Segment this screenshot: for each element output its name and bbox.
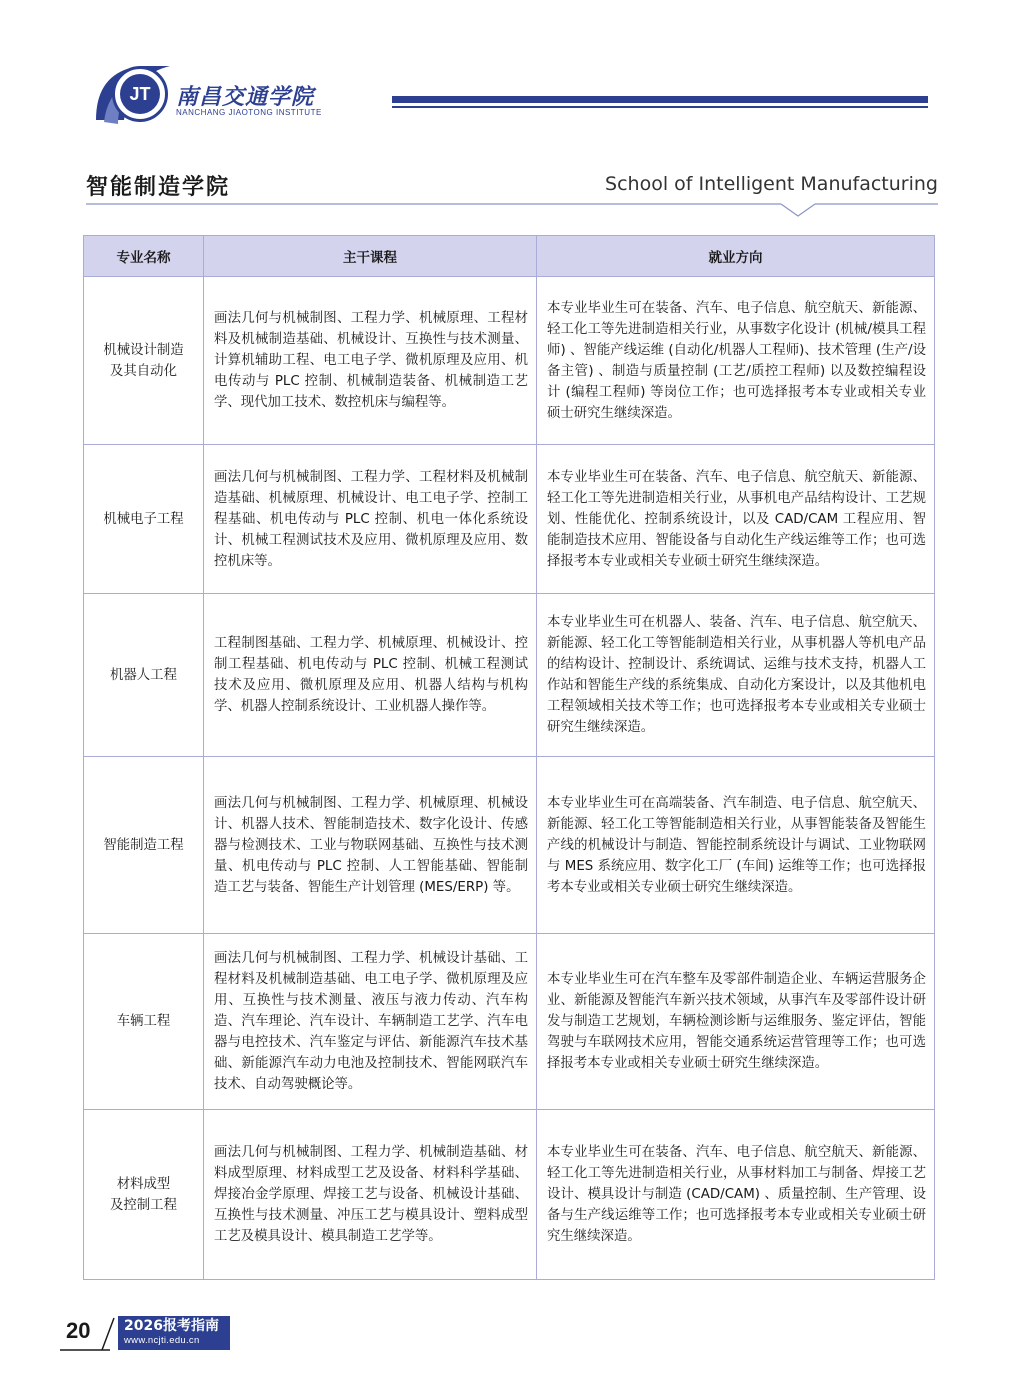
- career-cell: 本专业毕业生可在装备、汽车、电子信息、航空航天、新能源、轻工化工等先进制造相关行业，从事机电产品结构设计、工艺规划、性能优化、控制系统设计，以及 CAD/CAM 工程应用、智能制造技术应用、智能设备与自动化生产线运维等工作；也可选择报考本专业或相关专业硕士研究生继续深造。: [537, 445, 935, 594]
- table-row: [84, 594, 935, 757]
- section-title-cn: 智能制造学院: [86, 175, 231, 200]
- career-cell: 本专业毕业生可在装备、汽车、电子信息、航空航天、新能源、轻工化工等先进制造相关行业，从事数字化设计 (机械/模具工程师) 、智能产线运维 (自动化/机器人工程师)、技术管理 (生产/设备主管) 、制造与质量控制 (工艺/质控工程师) 以及数控编程设计 (编程工程师) 等岗位工作；也可选择报考本专业或相关专业硕士研究生继续深造。: [537, 277, 935, 445]
- major-name-cell: [84, 277, 204, 445]
- courses-cell: 画法几何与机械制图、工程力学、机械原理、工程材料及机械制造基础、机械设计、互换性与技术测量、计算机辅助工程、电工电子学、微机原理及应用、机电传动与 PLC 控制、机械制造装备、机械制造工艺学、现代加工技术、数控机床与编程等。: [204, 277, 537, 445]
- major-name: 机械电子工程: [103, 511, 184, 527]
- section-title-en: School of Intelligent Manufacturing: [605, 173, 938, 195]
- courses-cell: 画法几何与机械制图、工程力学、机械制造基础、材料成型原理、材料成型工艺及设备、材料科学基础、焊接冶金学原理、焊接工艺与设备、机械设计基础、互换性与技术测量、冲压工艺与模具设计、塑料成型工艺及模具设计、模具制造工艺学等。: [204, 1110, 537, 1280]
- header-major-name: 专业名称: [84, 236, 204, 277]
- major-name: 车辆工程: [116, 1014, 171, 1029]
- website-link[interactable]: www.ncjti.edu.cn: [124, 1335, 200, 1346]
- major-name: 材料成型 及控制工程: [110, 1176, 177, 1213]
- title-divider: [86, 203, 938, 219]
- major-name-cell: [84, 1110, 204, 1280]
- major-name: 智能制造工程: [103, 837, 184, 853]
- career-cell: 本专业毕业生可在汽车整车及零部件制造企业、车辆运营服务企业、新能源及智能汽车新兴技术领域，从事汽车及零部件设计研发与制造工艺规划，车辆检测诊断与运维服务、鉴定评估，智能驾驶与车联网技术应用，智能交通系统运营管理等工作；也可选择报考本专业或相关专业硕士研究生继续深造。: [537, 934, 935, 1110]
- major-name: 机械设计制造 及其自动化: [103, 342, 184, 379]
- table-row: [84, 757, 935, 934]
- table-header-row: [84, 236, 935, 277]
- career-cell: 本专业毕业生可在装备、汽车、电子信息、航空航天、新能源、轻工化工等先进制造相关行业，从事材料加工与制备、焊接工艺设计、模具设计与制造 (CAD/CAM) 、质量控制、生产管理、设备与生产线运维等工作；也可选择报考本专业或相关专业硕士研究生继续深造。: [537, 1110, 935, 1280]
- courses-cell: 工程制图基础、工程力学、机械原理、机械设计、控制工程基础、机电传动与 PLC 控制、机械工程测试技术及应用、微机原理及应用、机器人结构与机构学、机器人控制系统设计、工业机器人操作等。: [204, 594, 537, 757]
- career-cell: 本专业毕业生可在高端装备、汽车制造、电子信息、航空航天、新能源、轻工化工等智能制造相关行业，从事智能装备及智能生产线的机械设计与制造、智能控制系统设计与调试、工业物联网与 MES 系统应用、数字化工厂 (车间) 运维等工作；也可选择报考本专业或相关专业硕士研究生继续深造。: [537, 757, 935, 934]
- table-row: [84, 934, 935, 1110]
- career-cell: 本专业毕业生可在机器人、装备、汽车、电子信息、航空航天、新能源、轻工化工等智能制造相关行业，从事机器人等机电产品的结构设计、控制设计、系统调试、运维与技术支持，机器人工作站和智能生产线的系统集成、自动化方案设计，以及其他机电工程领域相关技术等工作；也可选择报考本专业或相关专业硕士研究生继续深造。: [537, 594, 935, 757]
- major-name-cell: [84, 934, 204, 1110]
- table-row: [84, 445, 935, 594]
- school-name-cn: 南昌交通学院: [176, 84, 315, 110]
- logo-mark: JT: [120, 74, 160, 114]
- school-logo: [112, 66, 168, 122]
- courses-cell: 画法几何与机械制图、工程力学、工程材料及机械制造基础、机械原理、机械设计、电工电子学、控制工程基础、机电传动与 PLC 控制、机电一体化系统设计、机械工程测试技术及应用、微机原理及应用、数控机床等。: [204, 445, 537, 594]
- header-career-direction: 就业方向: [537, 236, 935, 277]
- major-name-cell: [84, 594, 204, 757]
- guide-title: 2026报考指南: [124, 1318, 219, 1334]
- major-name: 机器人工程: [110, 667, 177, 683]
- footer-badge: [118, 1316, 230, 1350]
- table-row: [84, 277, 935, 445]
- courses-cell: 画法几何与机械制图、工程力学、机械原理、机械设计、机器人技术、智能制造技术、数字化设计、传感器与检测技术、工业与物联网基础、互换性与技术测量、机电传动与 PLC 控制、人工智能基础、智能制造工艺与装备、智能生产计划管理 (MES/ERP) 等。: [204, 757, 537, 934]
- header-banner: [0, 0, 1024, 140]
- school-name-en: NANCHANG JIAOTONG INSTITUTE: [176, 108, 322, 117]
- header-main-courses: 主干课程: [204, 236, 537, 277]
- table-row: [84, 1110, 935, 1280]
- major-name-cell: [84, 757, 204, 934]
- major-name-cell: [84, 445, 204, 594]
- majors-table: [83, 235, 935, 1280]
- page-number: 20: [66, 1318, 91, 1343]
- courses-cell: 画法几何与机械制图、工程力学、机械设计基础、工程材料及机械制造基础、电工电子学、微机原理及应用、互换性与技术测量、液压与液力传动、汽车构造、汽车理论、汽车设计、车辆制造工艺学、汽车电器与电控技术、汽车鉴定与评估、新能源汽车技术基础、新能源汽车动力电池及控制技术、智能网联汽车技术、自动驾驶概论等。: [204, 934, 537, 1110]
